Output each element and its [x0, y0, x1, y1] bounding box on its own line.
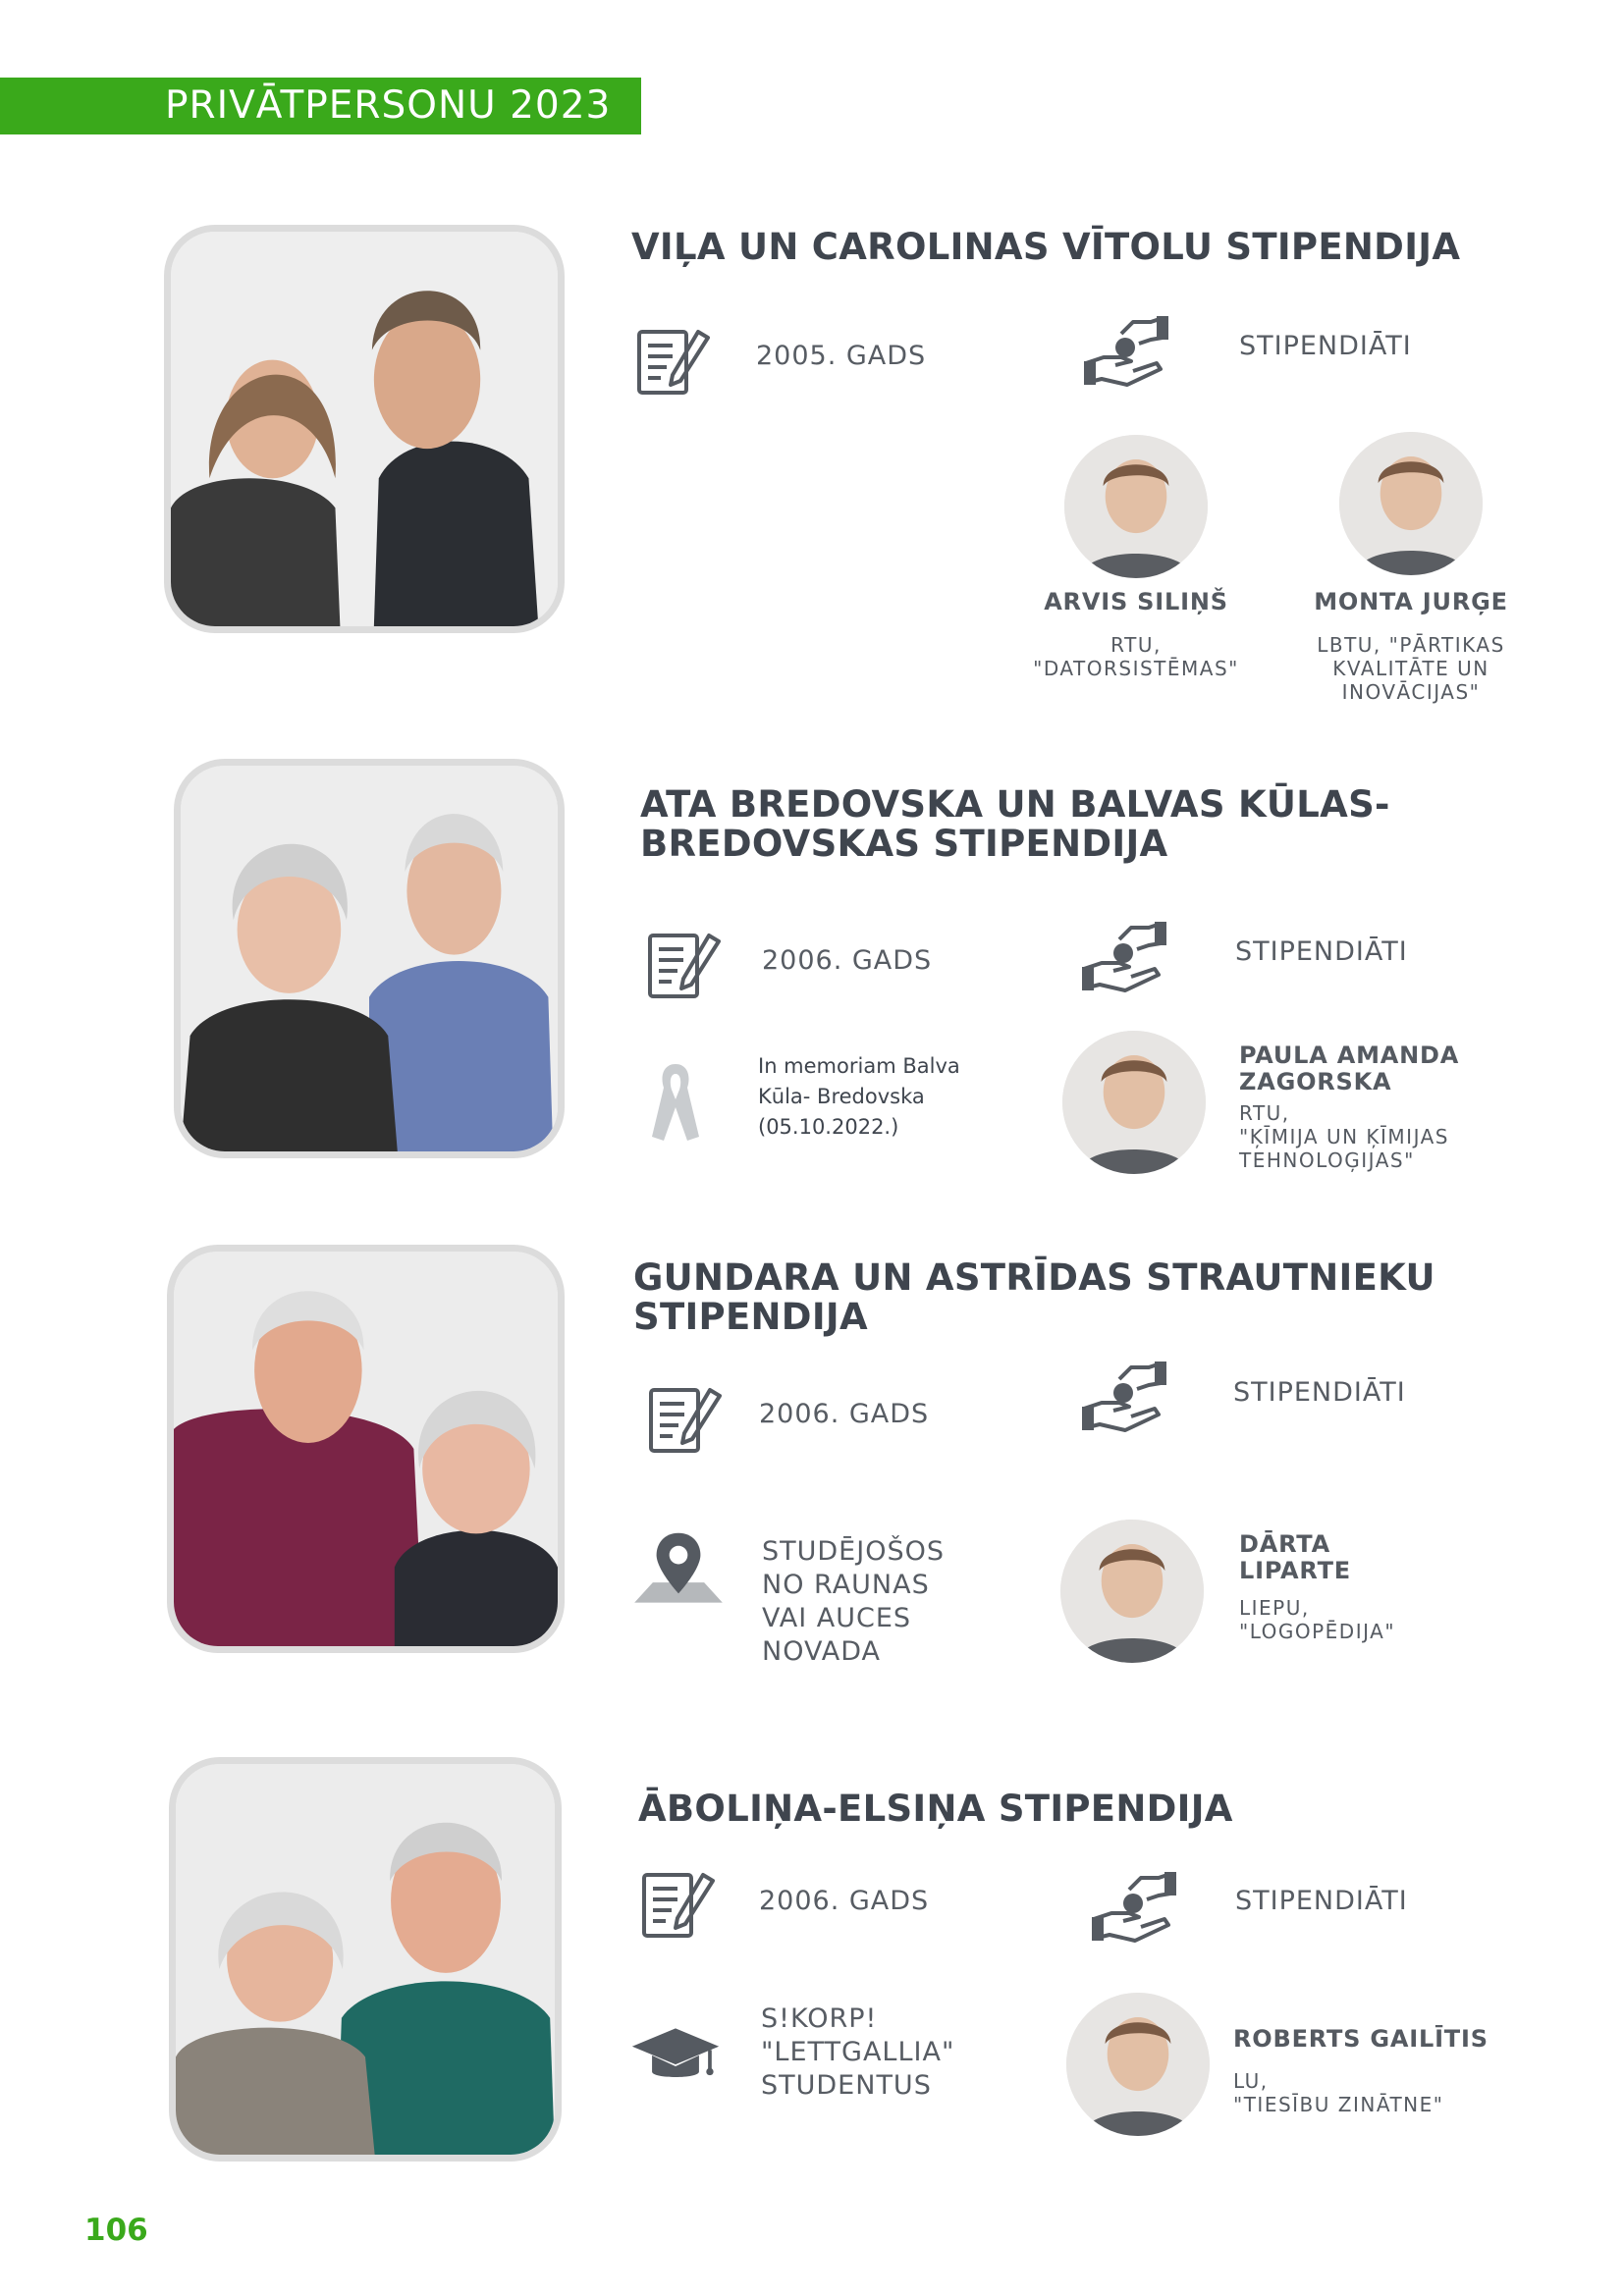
ribbon-icon — [646, 1058, 705, 1147]
photo-section-1 — [164, 225, 565, 633]
hand-coin-icon — [1080, 1360, 1168, 1438]
avatar-arvis — [1064, 435, 1208, 578]
photo-section-3 — [167, 1245, 565, 1653]
section-4-title: ĀBOLIŅA-ELSIŅA STIPENDIJA — [638, 1788, 1233, 1830]
graduation-cap-icon — [630, 2022, 721, 2087]
document-pen-icon — [638, 1867, 717, 1946]
avatar-darta — [1060, 1520, 1204, 1663]
recipient-detail: LIEPU, "LOGOPĒDIJA" — [1239, 1596, 1396, 1643]
section-2-scholars-label: STIPENDIĀTI — [1235, 936, 1408, 967]
section-1-title: VIĻA UN CAROLINAS VĪTOLU STIPENDIJA — [631, 226, 1461, 268]
document-pen-icon — [644, 928, 723, 1006]
avatar-roberts — [1066, 1993, 1210, 2136]
section-4-year: 2006. GADS — [759, 1886, 930, 1916]
recipient-name: ARVIS SILIŅŠ — [1044, 588, 1228, 615]
recipient-name: MONTA JURĢE — [1314, 588, 1508, 615]
photo-section-4 — [169, 1757, 562, 2162]
banner-title: PRIVĀTPERSONU 2023 — [165, 83, 612, 128]
memorial-note: In memoriam Balva Kūla- Bredovska (05.10.2022.) — [758, 1054, 960, 1139]
hand-coin-icon — [1082, 314, 1170, 393]
students-criteria: S!KORP! "LETTGALLIA" STUDENTUS — [761, 2003, 955, 2101]
section-3-scholars-label: STIPENDIĀTI — [1233, 1377, 1406, 1408]
recipient-name: DĀRTA LIPARTE — [1239, 1530, 1351, 1584]
section-3-title: GUNDARA UN ASTRĪDAS STRAUTNIEKU STIPENDIJA — [633, 1256, 1435, 1338]
section-1-year: 2005. GADS — [756, 341, 927, 371]
recipient-name: PAULA AMANDA ZAGORSKA — [1239, 1041, 1460, 1095]
recipient-detail: RTU, "ĶĪMIJA UN ĶĪMIJAS TEHNOLOĢIJAS" — [1239, 1101, 1450, 1172]
document-pen-icon — [633, 324, 712, 402]
section-1-scholars-label: STIPENDIĀTI — [1239, 331, 1412, 361]
page-number: 106 — [84, 2213, 148, 2248]
document-pen-icon — [645, 1382, 724, 1461]
recipient-name: ROBERTS GAILĪTIS — [1233, 2025, 1489, 2053]
avatar-paula — [1062, 1031, 1206, 1174]
hand-coin-icon — [1080, 920, 1168, 998]
hand-coin-icon — [1090, 1870, 1178, 1949]
section-4-scholars-label: STIPENDIĀTI — [1235, 1886, 1408, 1916]
location-pin-icon — [632, 1529, 725, 1612]
recipient-detail: LBTU, "PĀRTIKAS KVALITĀTE UN INOVĀCIJAS" — [1317, 633, 1505, 704]
section-2-title: ATA BREDOVSKA UN BALVAS KŪLAS- BREDOVSKAS STIPENDIJA — [640, 783, 1390, 865]
photo-section-2 — [174, 759, 565, 1158]
recipient-detail: LU, "TIESĪBU ZINĀTNE" — [1233, 2069, 1444, 2116]
section-2-year: 2006. GADS — [762, 945, 933, 976]
avatar-monta — [1339, 432, 1483, 575]
region-criteria: STUDĒJOŠOS NO RAUNAS VAI AUCES NOVADA — [762, 1536, 945, 1667]
section-3-year: 2006. GADS — [759, 1399, 930, 1429]
recipient-detail: RTU, "DATORSISTĒMAS" — [1033, 633, 1239, 680]
